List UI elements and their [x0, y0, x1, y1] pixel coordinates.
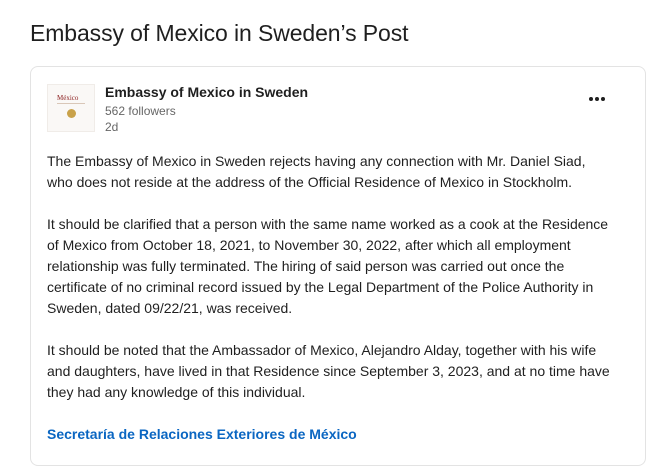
seal-icon — [67, 109, 76, 118]
post-text-line: and daughters, have lived in that Residence since September 3, 2023, and at no time have — [47, 363, 610, 379]
post-timestamp: 2d — [105, 120, 119, 134]
follower-count: 562 followers — [105, 104, 176, 118]
post-text-line: The Embassy of Mexico in Sweden rejects having any connection with Mr. Daniel Siad, — [47, 153, 586, 169]
post-text-line: of Mexico from October 18, 2021, to November 30, 2022, after which all employment — [47, 237, 571, 253]
author-name-link[interactable]: Embassy of Mexico in Sweden — [105, 84, 309, 100]
post-paragraph — [47, 151, 631, 193]
more-horizontal-icon — [595, 97, 599, 101]
mentioned-organization-link[interactable]: Secretaría de Relaciones Exteriores de México — [47, 426, 357, 442]
post-text-line: relationship was fully terminated. The hiring of said person was carried out once the — [47, 258, 565, 274]
more-options-button[interactable] — [583, 86, 615, 112]
post-text-line: It should be clarified that a person with the same name worked as a cook at the Residence — [47, 216, 609, 232]
post-paragraph — [47, 214, 631, 319]
post-text-line: who does not reside at the address of the Official Residence of Mexico in Stockholm. — [47, 174, 573, 190]
company-logo-avatar[interactable] — [47, 84, 95, 132]
post-text-line: Sweden, dated 09/22/21, was received. — [47, 300, 293, 316]
post-card — [30, 66, 646, 466]
post-text-line: they had any knowledge of this individual. — [47, 384, 306, 400]
more-horizontal-icon — [589, 97, 593, 101]
post-text-line: certificate of no criminal record issued by the Legal Department of the Police Authority in — [47, 279, 594, 295]
more-horizontal-icon — [601, 97, 605, 101]
post-text-line: It should be noted that the Ambassador of Mexico, Alejandro Alday, together with his wife — [47, 342, 597, 358]
logo-divider — [57, 103, 85, 104]
logo-wordmark: México — [57, 94, 79, 102]
page-title: Embassy of Mexico in Sweden’s Post — [30, 20, 409, 46]
post-body — [47, 151, 631, 445]
post-paragraph — [47, 340, 631, 403]
